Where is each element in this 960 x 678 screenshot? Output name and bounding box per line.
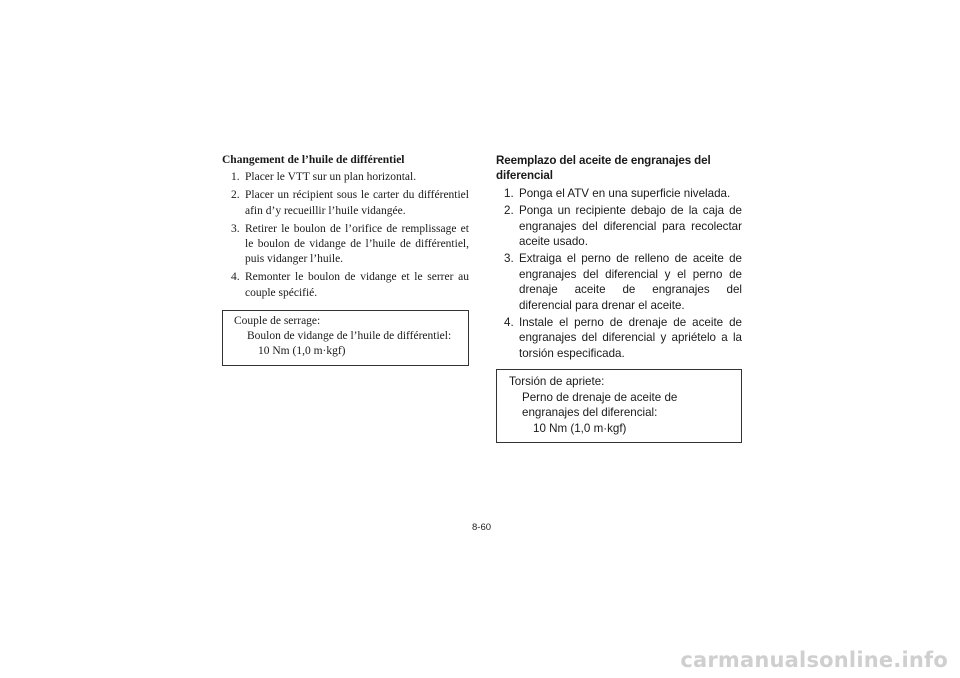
french-step: [222, 188, 469, 218]
step-text: Ponga el ATV en una superficie nivelada.: [519, 186, 731, 200]
french-torque-spec-box: [222, 310, 469, 367]
spanish-heading: Reemplazo del aceite de engranajes del diferencial: [496, 154, 711, 183]
spanish-column: [496, 153, 742, 443]
step-number: 4.: [231, 271, 240, 284]
step-number: 3.: [504, 252, 514, 266]
spanish-step: [496, 203, 742, 249]
page-number: 8-60: [472, 522, 492, 533]
step-number: 2.: [504, 204, 514, 218]
spec-title: Torsión de apriete:: [509, 375, 605, 389]
french-heading: Changement de l’huile de différentiel: [222, 154, 405, 166]
step-number: 1.: [231, 171, 240, 184]
step-number: 4.: [504, 316, 514, 330]
step-text: Placer le VTT sur un plan horizontal.: [245, 171, 417, 184]
spanish-torque-spec-box: [496, 369, 742, 443]
step-number: 2.: [231, 189, 240, 202]
spanish-step: [496, 315, 742, 361]
step-text: Ponga un recipiente debajo de la caja de engranajes del diferencial para recolectar aceite usado.: [519, 204, 742, 249]
spanish-step: [496, 251, 742, 313]
spec-value: 10 Nm (1,0 m·kgf): [533, 421, 627, 435]
spanish-steps: [496, 186, 742, 361]
step-number: 3.: [231, 222, 240, 235]
spec-value: 10 Nm (1,0 m·kgf): [258, 345, 346, 358]
spec-item: Perno de drenaje de aceite de engranajes del diferencial:: [522, 390, 678, 420]
step-text: Instale el perno de drenaje de aceite de engranajes del diferencial y apriételo a la torsión especificada.: [519, 316, 742, 360]
watermark: carmanualsonline.info: [680, 648, 948, 672]
spec-item: Boulon de vidange de l’huile de différentiel:: [247, 330, 452, 343]
french-step: [222, 222, 469, 268]
step-text: Remonter le boulon de vidange et le serrer au couple spécifié.: [245, 271, 469, 299]
spanish-step: [496, 186, 742, 201]
french-step: [222, 270, 469, 300]
french-column: [222, 153, 469, 366]
french-steps: [222, 170, 469, 301]
step-text: Placer un récipient sous le carter du différentiel afin d’y recueillir l’huile vidangée.: [245, 189, 469, 217]
step-text: Retirer le boulon de l’orifice de remplissage et le boulon de vidange de l’huile de différentiel, puis vidanger l’huile.: [245, 222, 469, 266]
spec-title: Couple de serrage:: [234, 314, 321, 327]
french-step: [222, 170, 469, 185]
step-text: Extraiga el perno de relleno de aceite de engranajes del diferencial y el perno de drenaje aceite de engranajes del diferencial para drenar el aceite.: [519, 252, 742, 312]
step-number: 1.: [504, 186, 514, 200]
